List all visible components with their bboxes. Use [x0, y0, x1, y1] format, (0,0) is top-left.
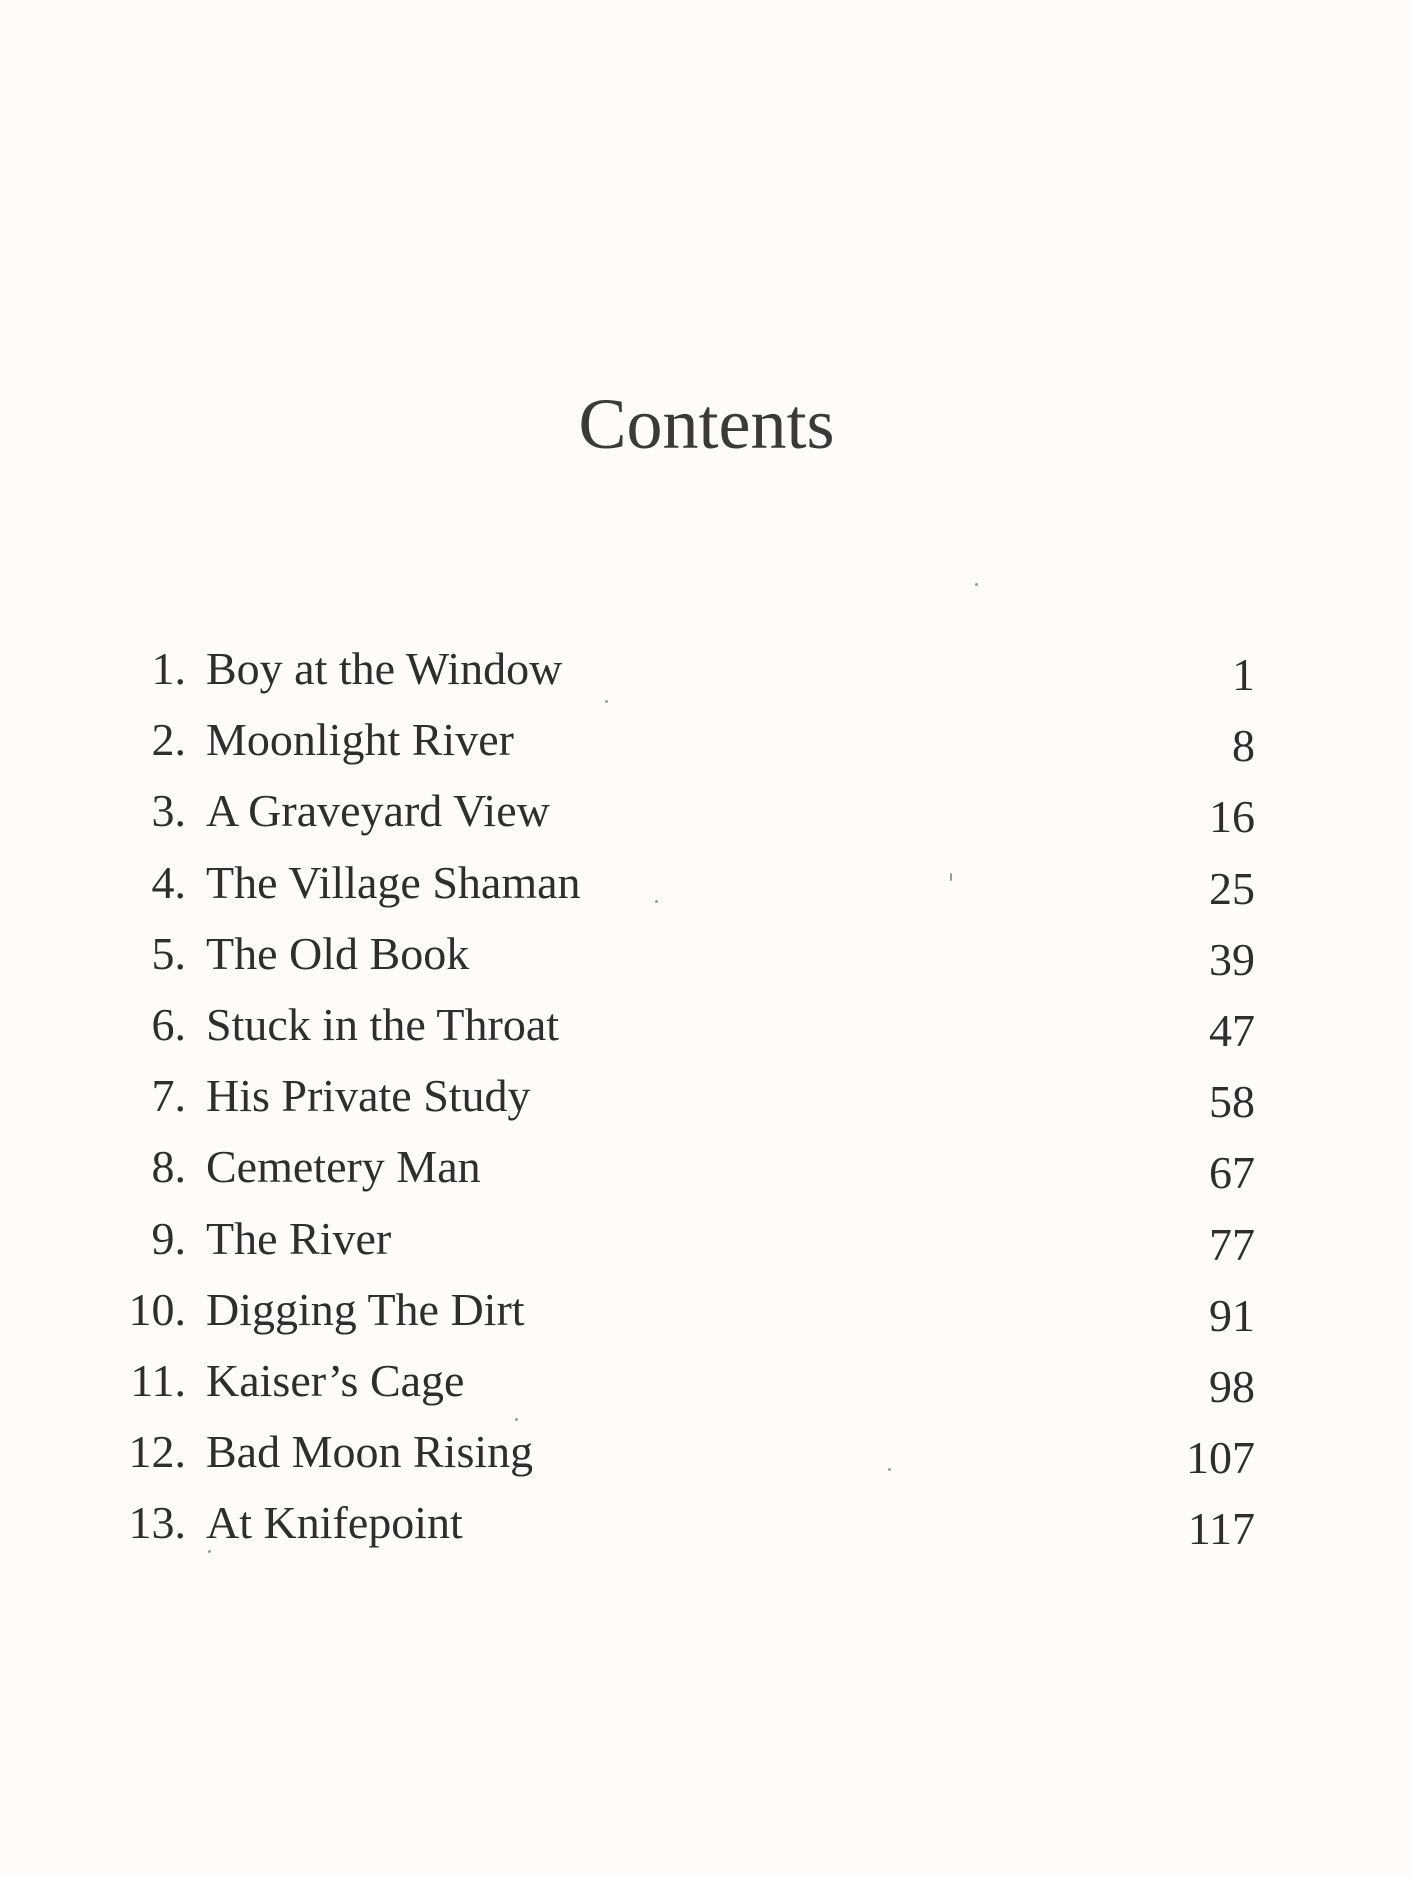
chapter-number: 10.	[128, 1283, 186, 1335]
chapter-number: 8.	[151, 1141, 186, 1193]
page-number: 58	[1209, 1076, 1255, 1128]
toc-entry-10[interactable]	[120, 1274, 1255, 1345]
chapter-number: 2.	[151, 714, 186, 766]
chapter-number: 7.	[151, 1070, 186, 1122]
chapter-title: Bad Moon Rising	[206, 1426, 534, 1478]
toc-entry-8[interactable]	[120, 1131, 1255, 1202]
table-of-contents	[120, 633, 1255, 1558]
toc-entry-1[interactable]	[120, 633, 1255, 704]
chapter-title: Boy at the Window	[206, 643, 563, 694]
page-number: 16	[1209, 791, 1255, 843]
toc-entry-7[interactable]	[120, 1060, 1255, 1131]
chapter-title: At Knifepoint	[206, 1497, 463, 1549]
chapter-number: 9.	[151, 1212, 186, 1264]
chapter-title: The River	[206, 1212, 392, 1264]
chapter-number: 1.	[151, 643, 186, 694]
toc-entry-6[interactable]	[120, 989, 1255, 1060]
chapter-number: 3.	[151, 785, 186, 837]
chapter-title: Cemetery Man	[206, 1141, 481, 1193]
scan-speck	[975, 583, 978, 586]
scan-speck	[208, 1550, 211, 1553]
page-number: 77	[1209, 1218, 1255, 1270]
scan-speck	[655, 900, 658, 903]
page-number: 47	[1209, 1004, 1255, 1056]
page-title: Contents	[578, 384, 835, 464]
chapter-number: 11.	[130, 1354, 186, 1406]
scan-speck	[888, 1468, 891, 1471]
scan-speck	[605, 700, 608, 703]
page-number: 98	[1209, 1360, 1255, 1412]
page-number: 8	[1232, 720, 1255, 772]
page-number: 117	[1187, 1503, 1255, 1555]
chapter-number: 13.	[128, 1497, 186, 1549]
page-number: 67	[1209, 1147, 1255, 1199]
toc-entry-2[interactable]	[120, 704, 1255, 775]
chapter-number: 12.	[128, 1426, 186, 1478]
chapter-title: Stuck in the Throat	[206, 998, 560, 1050]
toc-entry-12[interactable]	[120, 1416, 1255, 1487]
chapter-title: The Village Shaman	[206, 856, 581, 908]
page-number: 107	[1186, 1432, 1255, 1484]
scan-speck	[515, 1418, 518, 1421]
chapter-title: Digging The Dirt	[206, 1283, 525, 1335]
chapter-title: The Old Book	[206, 927, 470, 979]
page-number: 25	[1209, 862, 1255, 914]
toc-entry-5[interactable]	[120, 918, 1255, 989]
toc-entry-4[interactable]	[120, 847, 1255, 918]
scan-speck	[950, 873, 952, 881]
chapter-title: His Private Study	[206, 1070, 531, 1122]
page-number: 39	[1209, 933, 1255, 985]
page-number: 91	[1209, 1289, 1255, 1341]
chapter-number: 5.	[151, 927, 186, 979]
chapter-title: Moonlight River	[206, 714, 514, 766]
toc-entry-3[interactable]	[120, 775, 1255, 846]
toc-entry-13[interactable]	[120, 1487, 1255, 1558]
chapter-number: 6.	[151, 998, 186, 1050]
chapter-title: A Graveyard View	[206, 785, 550, 837]
chapter-number: 4.	[151, 856, 186, 908]
page-number: 1	[1232, 649, 1255, 700]
chapter-title: Kaiser’s Cage	[206, 1354, 465, 1406]
toc-entry-11[interactable]	[120, 1345, 1255, 1416]
toc-entry-9[interactable]	[120, 1203, 1255, 1274]
